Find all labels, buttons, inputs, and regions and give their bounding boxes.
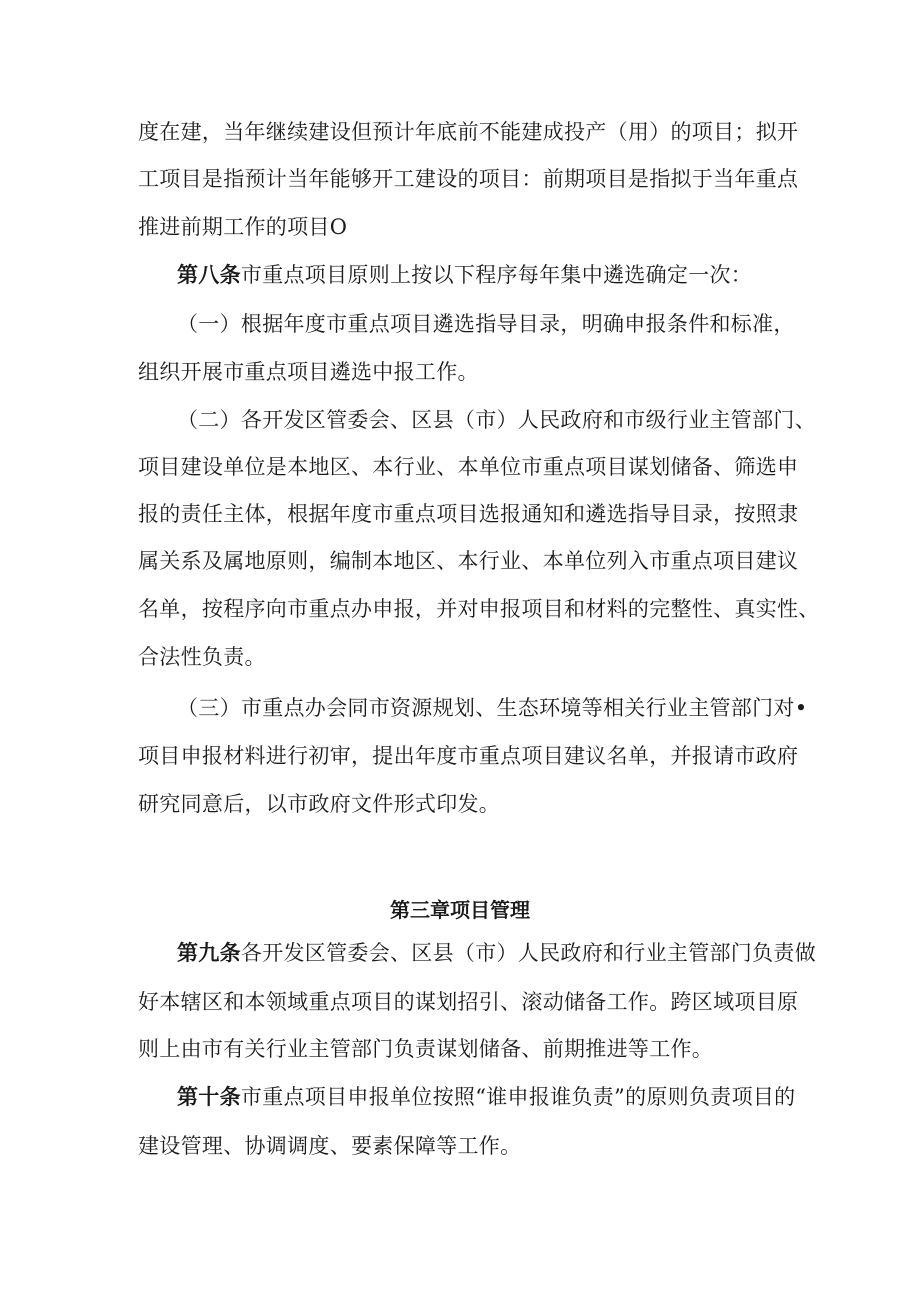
article-8-first-line bbox=[177, 260, 752, 290]
article-text: 市重点项目申报单位按照“谁申报谁负责”的原则负责项目的 bbox=[240, 1085, 796, 1109]
paragraph-line: 则上由市有关行业主管部门负责谋划储备、前期推进等工作。 bbox=[138, 1037, 714, 1061]
article-label: 第九条 bbox=[177, 941, 241, 965]
paragraph-line: （二）各开发区管委会、区县（市）人民政府和市级行业主管部门、 bbox=[177, 408, 816, 432]
paragraph-line: 推进前期工作的项目O bbox=[138, 215, 348, 239]
paragraph-line: 项目申报材料进行初审，提出年度市重点项目建议名单，并报请市政府 bbox=[138, 744, 799, 768]
paragraph-line: 项目建设单位是本地区、本行业、本单位市重点项目谋划储备、筛选申 bbox=[138, 455, 799, 479]
article-text: 各开发区管委会、区县（市）人民政府和行业主管部门负责做 bbox=[240, 941, 817, 965]
article-label: 第八条 bbox=[177, 263, 241, 287]
paragraph-line: 度在建，当年继续建设但预计年底前不能建成投产（用）的项目；拟开 bbox=[138, 120, 799, 144]
paragraph-line: 组织开展市重点项目遴选中报工作。 bbox=[138, 360, 479, 384]
article-10-first-line bbox=[177, 1082, 795, 1112]
article-label: 第十条 bbox=[177, 1085, 241, 1109]
paragraph-line: 工项目是指预计当年能够开工建设的项目：前期项目是指拟于当年重点 bbox=[138, 167, 799, 191]
article-text: 市重点项目原则上按以下程序每年集中遴选确定一次： bbox=[240, 263, 753, 287]
chapter-heading: 第三章项目管理 bbox=[390, 898, 530, 922]
paragraph-line: 合法性负责。 bbox=[138, 645, 266, 669]
paragraph-line: 名单，按程序向市重点办申报，并对申报项目和材料的完整性、真实性、 bbox=[138, 597, 820, 621]
paragraph-line: （三）市重点办会同市资源规划、生态环境等相关行业主管部门对• bbox=[177, 696, 808, 720]
article-9-first-line bbox=[177, 938, 816, 968]
paragraph-line: 好本辖区和本领域重点项目的谋划招引、滚动储备工作。跨区域项目原 bbox=[138, 990, 799, 1014]
paragraph-line: 报的责任主体，根据年度市重点项目选报通知和遴选指导目录，按照隶 bbox=[138, 502, 799, 526]
paragraph-line: （一）根据年度市重点项目遴选指导目录，明确申报条件和标准， bbox=[177, 312, 795, 336]
paragraph-line: 研究同意后，以市政府文件形式印发。 bbox=[138, 792, 501, 816]
paragraph-line: 属关系及属地原则，编制本地区、本行业、本单位列入市重点项目建议 bbox=[138, 549, 799, 573]
paragraph-line: 建设管理、协调调度、要素保障等工作。 bbox=[138, 1134, 522, 1158]
